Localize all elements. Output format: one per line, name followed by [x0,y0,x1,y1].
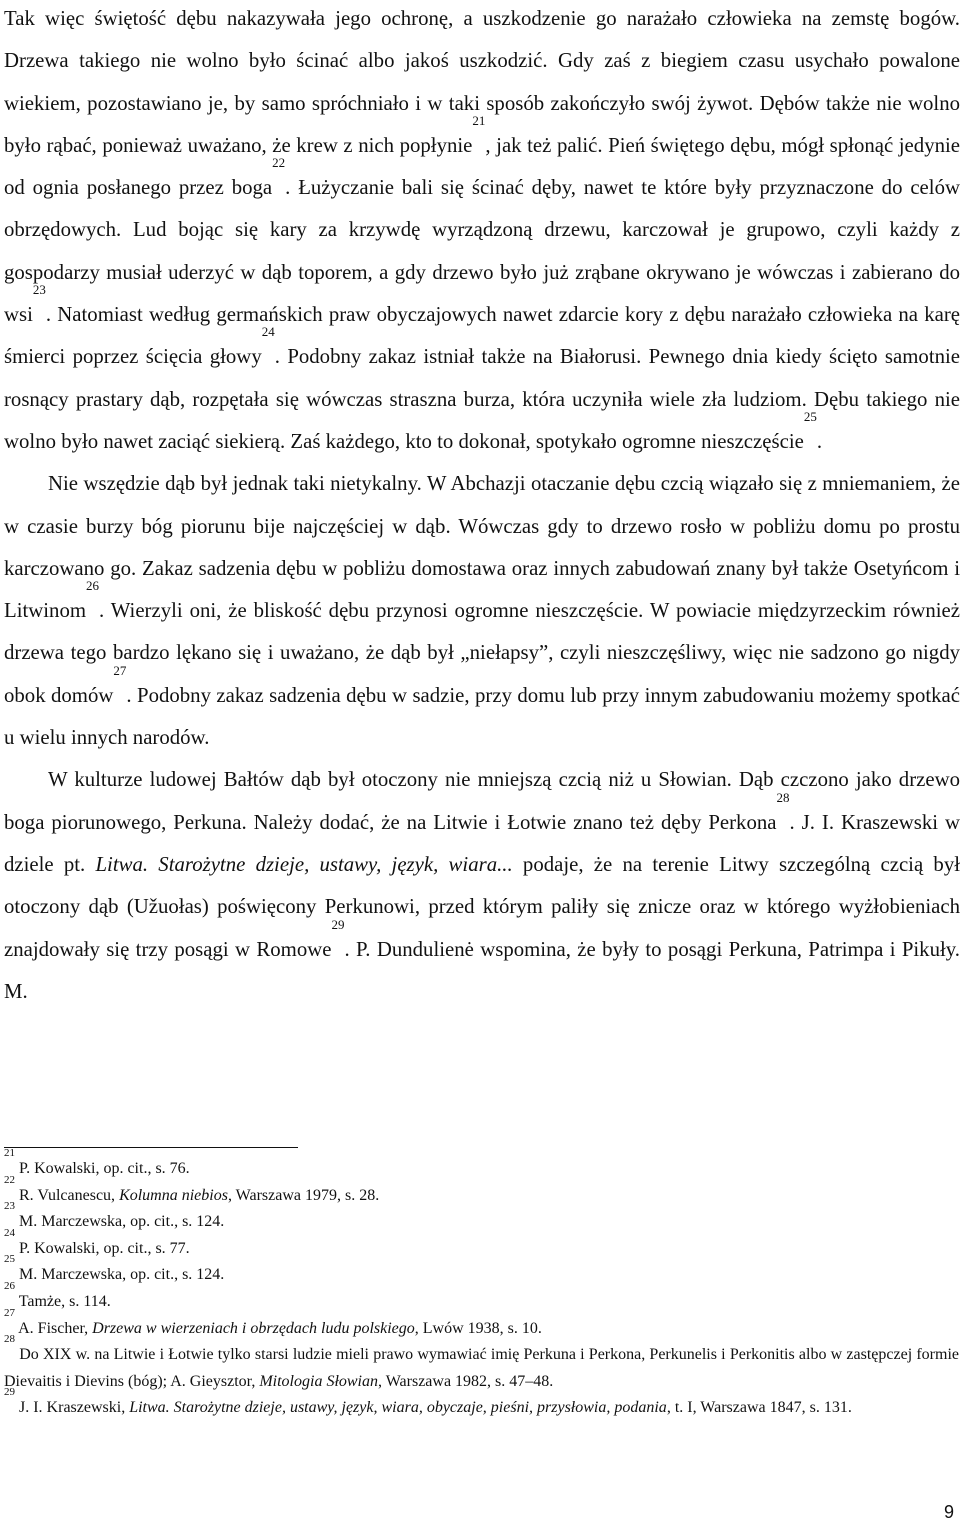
footnote-ref-23: 23 [32,282,46,298]
footnote-text: P. Kowalski, op. cit., s. 77. [19,1239,190,1257]
footnote-number: 21 [4,1147,15,1159]
footnote-ref-28: 28 [776,789,790,805]
book-title: Litwa. Starożytne dzieje, ustawy, język, wiara... [95,852,513,876]
footnote-ref-22: 22 [272,155,286,171]
footnote-24 [4,1226,959,1266]
footnote-number: 25 [4,1253,15,1266]
footnote-ref-27: 27 [113,662,127,678]
footnotes [4,1147,960,1422]
footnote-text: Tamże, s. 114. [18,1292,111,1310]
body-text [4,0,960,1013]
footnote-ref-26: 26 [86,578,100,594]
text-run: . P. Dundulienė wspomina, że były to posągi Perkuna, Patrimpa i Pikuły. M. [4,937,960,1003]
text-run: . J. I. Kraszewski w dziele pt. [4,810,960,876]
paragraph-3 [4,759,960,1013]
footnote-number: 29 [4,1386,15,1399]
footnote-number: 26 [4,1279,15,1292]
text-run: . [816,429,823,453]
text-run: Tak więc świętość dębu nakazywała jego ochronę, a uszkodzenie go narażało człowieka na zemstę bogów. Drzewa takiego nie wolno było ścinać albo jakoś uszkodzić. Gdy zaś z biegiem czasu usychało powalone wiekiem, pozostawiano je, by samo spróchniało i w taki sposób zakończyło swój żywot. Dębów także nie wolno było rąbać, ponieważ uważano, że krew z nich popłynie [4,7,960,157]
footnote-number: 28 [4,1333,15,1346]
footnote-text: R. Vulcanescu, [19,1186,120,1204]
footnote-title: Litwa. Starożytne dzieje, ustawy, język, wiara, obyczaje, pieśni, przysłowia, podania [129,1399,667,1417]
text-run: Nie wszędzie dąb był jednak taki nietykalny. W Abchazji otaczanie dębu czcią wiązało się z mniemaniem, że w czasie burzy bóg piorunu bije najczęściej w dąb. Wówczas gdy to drzewo rosło w pobliżu domu po prostu karczowano go. Zakaz sadzenia dębu w pobliżu domostawa oraz innych zabudowań znany był także Osetyńcom i Litwinom [4,472,960,623]
footnote-separator [4,1147,298,1148]
footnote-27 [4,1306,959,1346]
text-run: W kulturze ludowej Bałtów dąb był otoczony nie mniejszą czcią niż u Słowian. Dąb czczono jako drzewo boga piorunowego, Perkuna. Należy dodać, że na Litwie i Łotwie znano też dęby Perkona [4,768,960,834]
text-run: . Wierzyli oni, że bliskość dębu przynosi ogromne nieszczęście. W powiacie międzyrzeckim również drzewa tego bardzo lękano się i uważano, że dąb był „niełapsy”, czyli nieszczęśliwy, więc nie sadzono go nigdy obok domów [4,599,960,707]
footnote-ref-25: 25 [803,408,817,424]
footnote-21 [4,1147,959,1183]
footnote-text: , Lwów 1938, s. 10. [414,1319,542,1337]
text-run: , jak też palić. Pień świętego dębu, mógł spłonąć jedynie od ognia posłanego przez boga [4,133,960,200]
footnote-text: , Warszawa 1982, s. 47–48. [378,1372,554,1390]
footnote-text: Do XIX w. na Litwie i Łotwie tylko starsi ludzie mieli prawo wymawiać imię Perkuna i Perkona, Perkunelis i Perkonitis albo w zastępczej formie Dievaitis i Dievins (bóg); A. Gieysztor, [4,1346,960,1390]
text-run: . Natomiast według germańskich praw obyczajowych nawet zdarcie kory z dębu narażało człowieka na karę śmierci poprzez ścięcia głowy [4,303,960,369]
footnote-ref-21: 21 [472,112,486,128]
footnote-number: 27 [4,1306,15,1319]
footnote-ref-29: 29 [331,916,345,932]
footnote-text: , t. I, Warszawa 1847, s. 131. [666,1399,852,1417]
footnote-number: 24 [4,1226,15,1239]
footnote-text: J. I. Kraszewski, [19,1399,130,1417]
footnote-26 [4,1279,959,1316]
footnote-text: M. Marczewska, op. cit., s. 124. [19,1266,225,1284]
footnote-text: , Warszawa 1979, s. 28. [227,1186,380,1204]
footnote-number: 23 [4,1200,15,1213]
footnote-text: P. Kowalski, op. cit., s. 76. [19,1160,190,1177]
footnote-title: Kolumna niebios [119,1186,228,1204]
text-run: . Podobny zakaz sadzenia dębu w sadzie, przy domu lub przy innym zabudowaniu możemy spotkać u wielu innych narodów. [4,683,960,750]
footnote-number: 22 [4,1173,15,1186]
footnote-22 [4,1173,959,1213]
text-run: . Łużyczanie bali się ścinać dęby, nawet te które były przyznaczone do celów obrzędowych. Lud bojąc się kary za krzywdę wyrządzoną drzewu, karczował je grupowo, czyli każdy z gospodarzy musiał uderzyć w dąb toporem, a gdy drzewo było już zrąbane okrywano je wówczas i zabierano do wsi [4,176,960,327]
paragraph-2 [4,463,960,759]
paragraph-1 [4,0,960,463]
footnote-25 [4,1253,959,1289]
footnote-ref-24: 24 [261,324,275,340]
footnote-title: Drzewa w wierzeniach i obrzędach ludu polskiego [92,1319,415,1337]
text-run: . Podobny zakaz istniał także na Białorusi. Pewnego dnia kiedy ścięto samotnie rosnący prastary dąb, rozpętała się wówczas straszna burza, która uczyniła wiele zła ludziom. Dębu takiego nie wolno było nawet zaciąć siekierą. Zaś każdego, kto to dokonał, spotykało ogromne nieszczęście [4,345,960,453]
footnote-text: M. Marczewska, op. cit., s. 124. [19,1213,225,1231]
footnote-23 [4,1200,959,1236]
text-run: podaje, że na terenie Litwy szczególną czcią był otoczony dąb (Užuołas) poświęcony Perkunowi, przed którym paliły się znicze oraz w którego wyżłobieniach znajdowały się trzy posągi w Romowe [4,852,960,961]
footnote-29 [4,1386,959,1422]
page-number: 9 [943,1502,954,1522]
footnote-title: Mitologia Słowian [259,1372,378,1390]
footnote-text: A. Fischer, [18,1319,93,1337]
footnote-28 [4,1333,960,1395]
